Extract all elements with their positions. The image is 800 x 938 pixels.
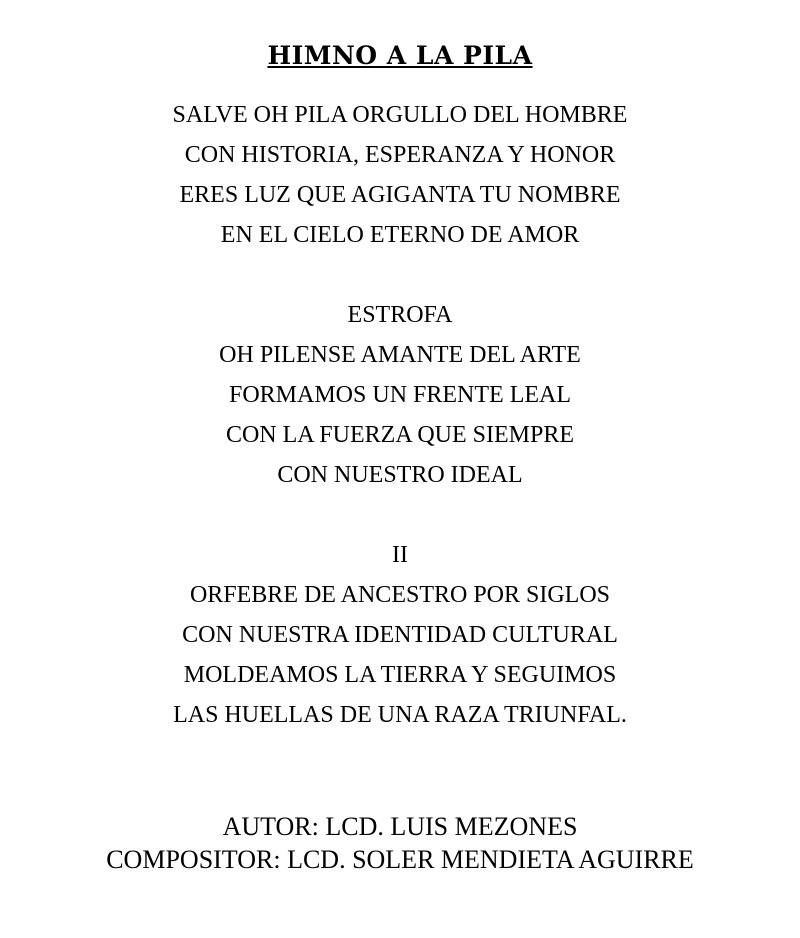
verse-line: EN EL CIELO ETERNO DE AMOR	[220, 221, 580, 248]
author-line: AUTOR: LCD. LUIS MEZONES	[222, 812, 578, 841]
stanza-1	[0, 95, 800, 255]
page-title: HIMNO A LA PILA	[267, 41, 533, 70]
stanza-spacer	[0, 495, 800, 535]
stanza-label: II	[392, 541, 408, 568]
verse-line: CON NUESTRO IDEAL	[277, 461, 523, 488]
verse-line: ERES LUZ QUE AGIGANTA TU NOMBRE	[179, 181, 621, 208]
verse-line: FORMAMOS UN FRENTE LEAL	[228, 381, 572, 408]
stanza-2	[0, 295, 800, 495]
verse-line: CON NUESTRA IDENTIDAD CULTURAL	[182, 621, 618, 648]
stanza-3	[0, 535, 800, 735]
stanza-spacer	[0, 255, 800, 295]
stanza-label: ESTROFA	[347, 301, 453, 328]
verse-line: SALVE OH PILA ORGULLO DEL HOMBRE	[172, 101, 628, 128]
credits-block	[0, 810, 800, 876]
verse-line: CON LA FUERZA QUE SIEMPRE	[225, 421, 575, 448]
verse-line: MOLDEAMOS LA TIERRA Y SEGUIMOS	[183, 661, 617, 688]
verse-line: CON HISTORIA, ESPERANZA Y HONOR	[184, 141, 616, 168]
verse-line: OH PILENSE AMANTE DEL ARTE	[219, 341, 581, 368]
composer-line: COMPOSITOR: LCD. SOLER MENDIETA AGUIRRE	[106, 845, 694, 874]
verse-line: LAS HUELLAS DE UNA RAZA TRIUNFAL.	[173, 701, 627, 728]
verse-line: ORFEBRE DE ANCESTRO POR SIGLOS	[189, 581, 611, 608]
